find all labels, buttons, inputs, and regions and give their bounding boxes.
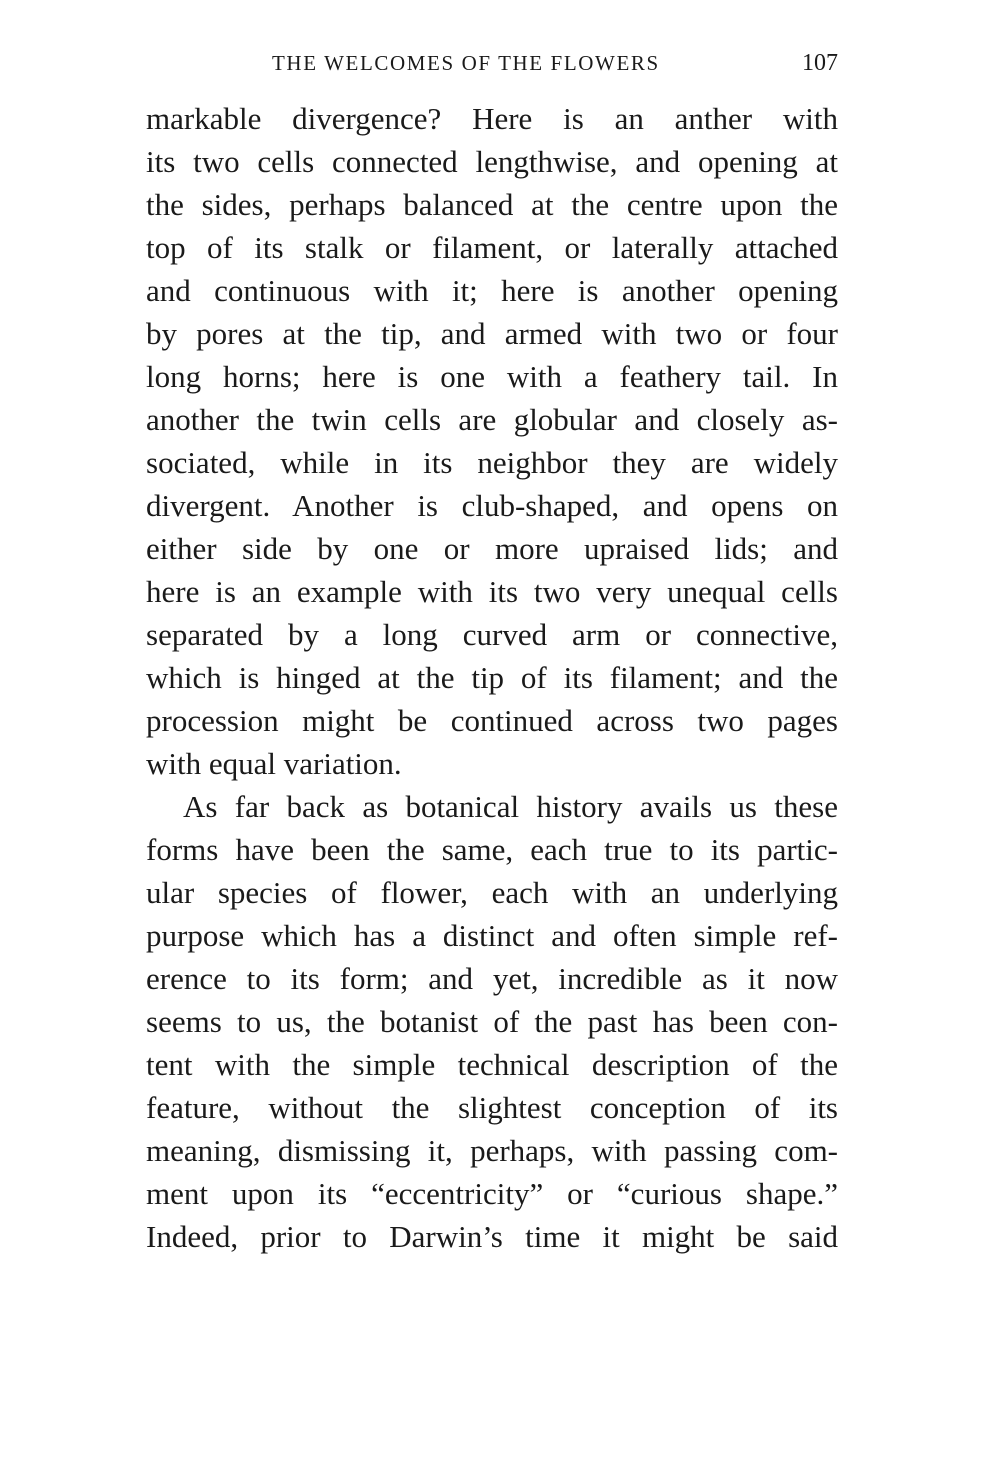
text-line: ular species of flower, each with an underlying <box>146 875 838 910</box>
text-line: its two cells connected lengthwise, and opening at <box>146 144 838 179</box>
text-line: here is an example with its two very unequal cells <box>146 574 838 609</box>
text-line: purpose which has a distinct and often simple ref- <box>146 918 838 953</box>
text-line: procession might be continued across two pages <box>146 703 838 738</box>
text-line: Indeed, prior to Darwin’s time it might be said <box>146 1219 838 1254</box>
page-number: 107 <box>802 50 838 76</box>
text-line: and continuous with it; here is another opening <box>146 273 838 308</box>
text-line: top of its stalk or filament, or laterally attached <box>146 230 838 265</box>
text-line: feature, without the slightest conception of its <box>146 1090 838 1125</box>
text-line: ment upon its “eccentricity” or “curious shape.” <box>146 1176 838 1211</box>
text-line: separated by a long curved arm or connective, <box>146 617 838 652</box>
running-title: THE WELCOMES OF THE FLOWERS <box>272 51 660 75</box>
text-line: As far back as botanical history avails us these <box>183 789 838 824</box>
text-line: markable divergence? Here is an anther with <box>146 101 838 136</box>
text-line: sociated, while in its neighbor they are widely <box>146 445 838 480</box>
text-line: with equal variation. <box>146 746 402 781</box>
text-line: another the twin cells are globular and closely as- <box>146 402 838 437</box>
text-line: meaning, dismissing it, perhaps, with passing com- <box>146 1133 838 1168</box>
text-line: long horns; here is one with a feathery tail. In <box>146 359 838 394</box>
text-line: tent with the simple technical description of the <box>146 1047 838 1082</box>
text-line: either side by one or more upraised lids; and <box>146 531 838 566</box>
text-line: by pores at the tip, and armed with two or four <box>146 316 838 351</box>
text-line: which is hinged at the tip of its filament; and the <box>146 660 838 695</box>
running-head <box>146 48 838 78</box>
text-line: forms have been the same, each true to its partic- <box>146 832 838 867</box>
text-line: divergent. Another is club-shaped, and opens on <box>146 488 838 523</box>
text-line: erence to its form; and yet, incredible as it now <box>146 961 838 996</box>
text-line: seems to us, the botanist of the past has been con- <box>146 1004 838 1039</box>
text-line: the sides, perhaps balanced at the centre upon the <box>146 187 838 222</box>
